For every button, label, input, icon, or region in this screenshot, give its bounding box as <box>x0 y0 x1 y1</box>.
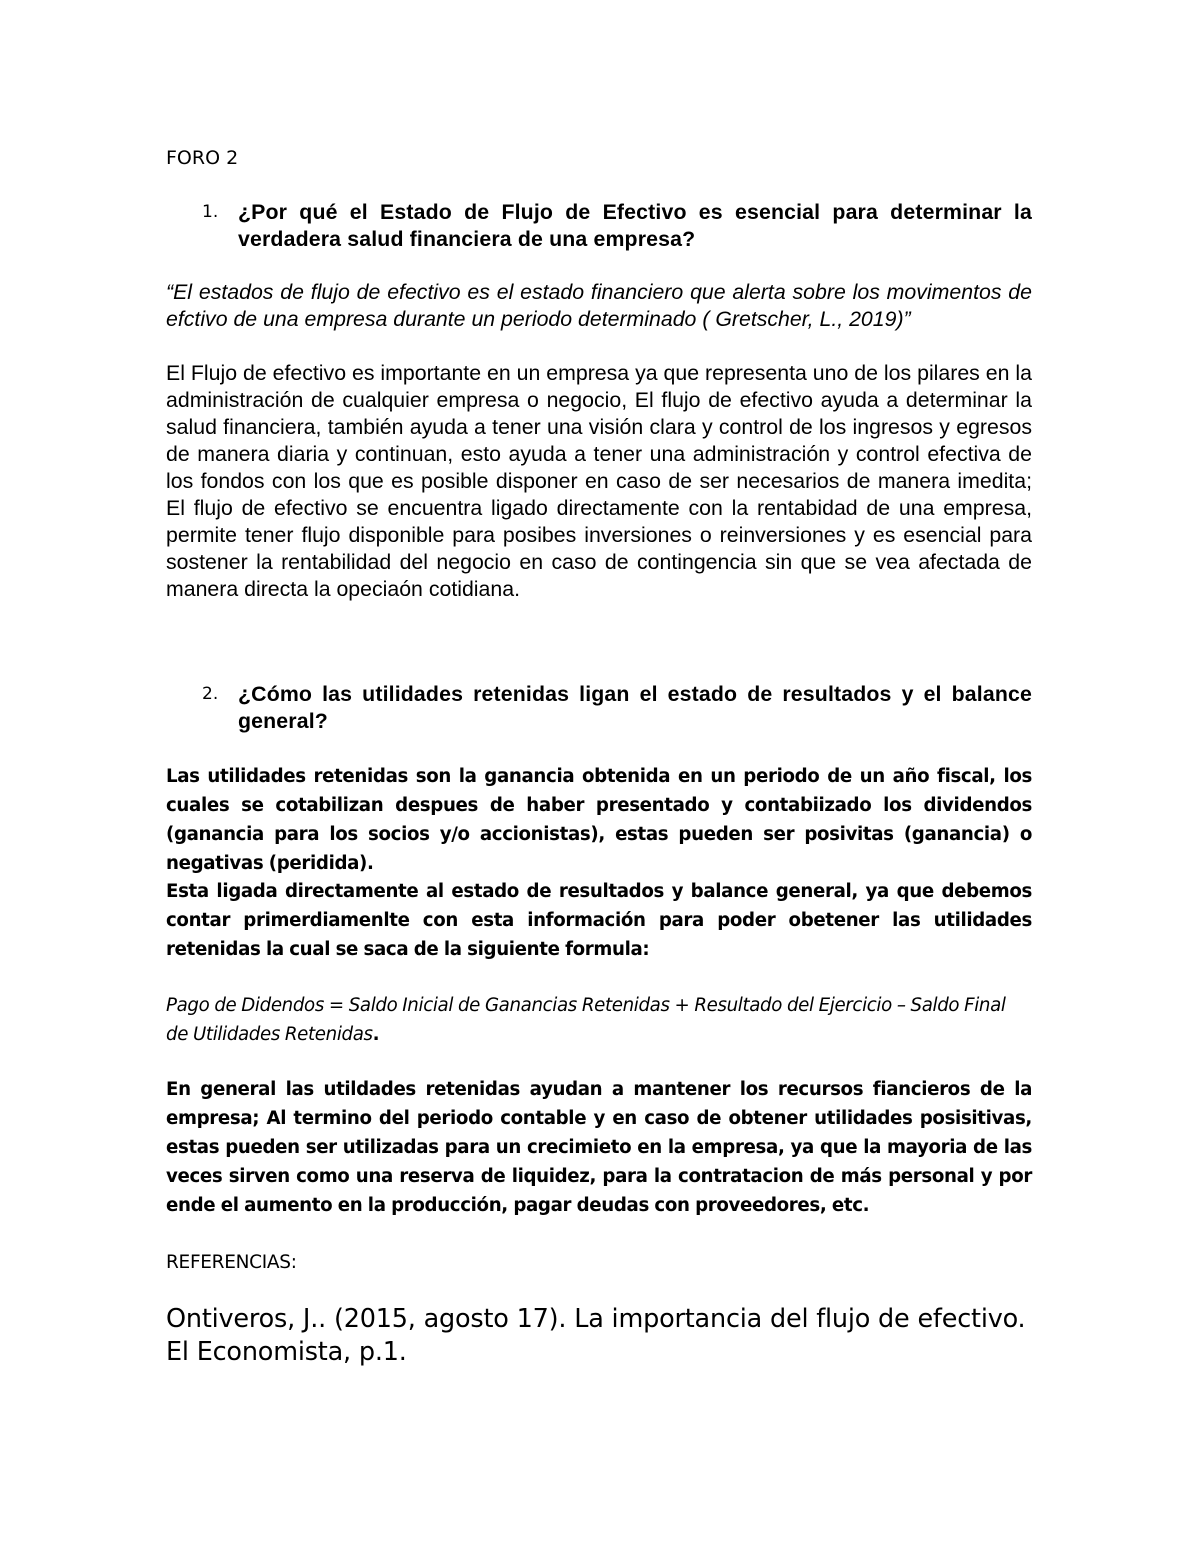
answer-1-paragraph: El Flujo de efectivo es importante en un empresa ya que representa uno de los pilares en la administración de cualquier empresa o negocio, El flujo de efectivo ayuda a determinar la salud financiera, también ayuda a tener una visión clara y control de los ingresos y egresos de manera diaria y continuan, esto ayuda a tener una administración y control efectiva de los fondos con los que es posible disponer en caso de ser necesarios de manera imedita; El flujo de efectivo se encuentra ligado directamente con la rentabidad de una empresa, permite tener flujo disponible para posibes inversiones o reinversiones y es esencial para sostener la rentabilidad del negocio en caso de contingencia sin que se vea afectada de manera directa la opeciaón cotidiana. <box>166 361 1032 601</box>
answer-2-paragraph-1: Las utilidades retenidas son la ganancia obtenida en un periodo de un año fiscal, los cuales se cotabilizan despues de haber presentado y contabiizado los dividendos (ganancia para los socios y/o accionistas), estas pueden ser posivitas (ganancia) o negativas (peridida). <box>166 766 1032 874</box>
document-title: FORO 2 <box>166 147 239 169</box>
question-2-text: ¿Cómo las utilidades retenidas ligan el estado de resultados y el balance general? <box>238 682 1032 733</box>
quote-paragraph: “El estados de flujo de efectivo es el estado financiero que alerta sobre los movimentos de efctivo de una empresa durante un periodo determinado ( Gretscher, L., 2019)” <box>166 280 1032 331</box>
question-1-text: ¿Por qué el Estado de Flujo de Efectivo es esencial para determinar la verdadera salud financiera de una empresa? <box>238 200 1032 251</box>
formula-end-mark: . <box>372 1024 380 1045</box>
answer-2-paragraph-3: En general las utildades retenidas ayudan a mantener los recursos fiancieros de la empresa; Al termino del periodo contable y en caso de obtener utilidades posisitivas, estas pueden ser utilizadas para un crecimieto en la empresa, ya que la mayoria de las veces sirven como una reserva de liquidez, para la contratacion de más personal y por ende el aumento en la producción, pagar deudas con proveedores, etc. <box>166 1079 1032 1216</box>
question-1-number: 1. <box>202 202 219 222</box>
question-2 <box>166 681 1032 735</box>
question-1 <box>166 199 1032 253</box>
question-2-number: 2. <box>202 684 219 704</box>
formula-text: Pago de Didendos = Saldo Inicial de Ganancias Retenidas + Resultado del Ejercicio – Saldo Final de Utilidades Retenidas <box>166 995 1006 1045</box>
answer-2-paragraph-2: Esta ligada directamente al estado de resultados y balance general, ya que debemos contar primerdiamenlte con esta información para poder obetener las utilidades retenidas la cual se saca de la siguiente formula: <box>166 881 1032 960</box>
formula-paragraph <box>166 991 1032 1049</box>
reference-item: Ontiveros, J.. (2015, agosto 17). La importancia del flujo de efectivo. El Economista, p.1. <box>166 1304 1026 1367</box>
references-heading: REFERENCIAS: <box>166 1252 297 1273</box>
